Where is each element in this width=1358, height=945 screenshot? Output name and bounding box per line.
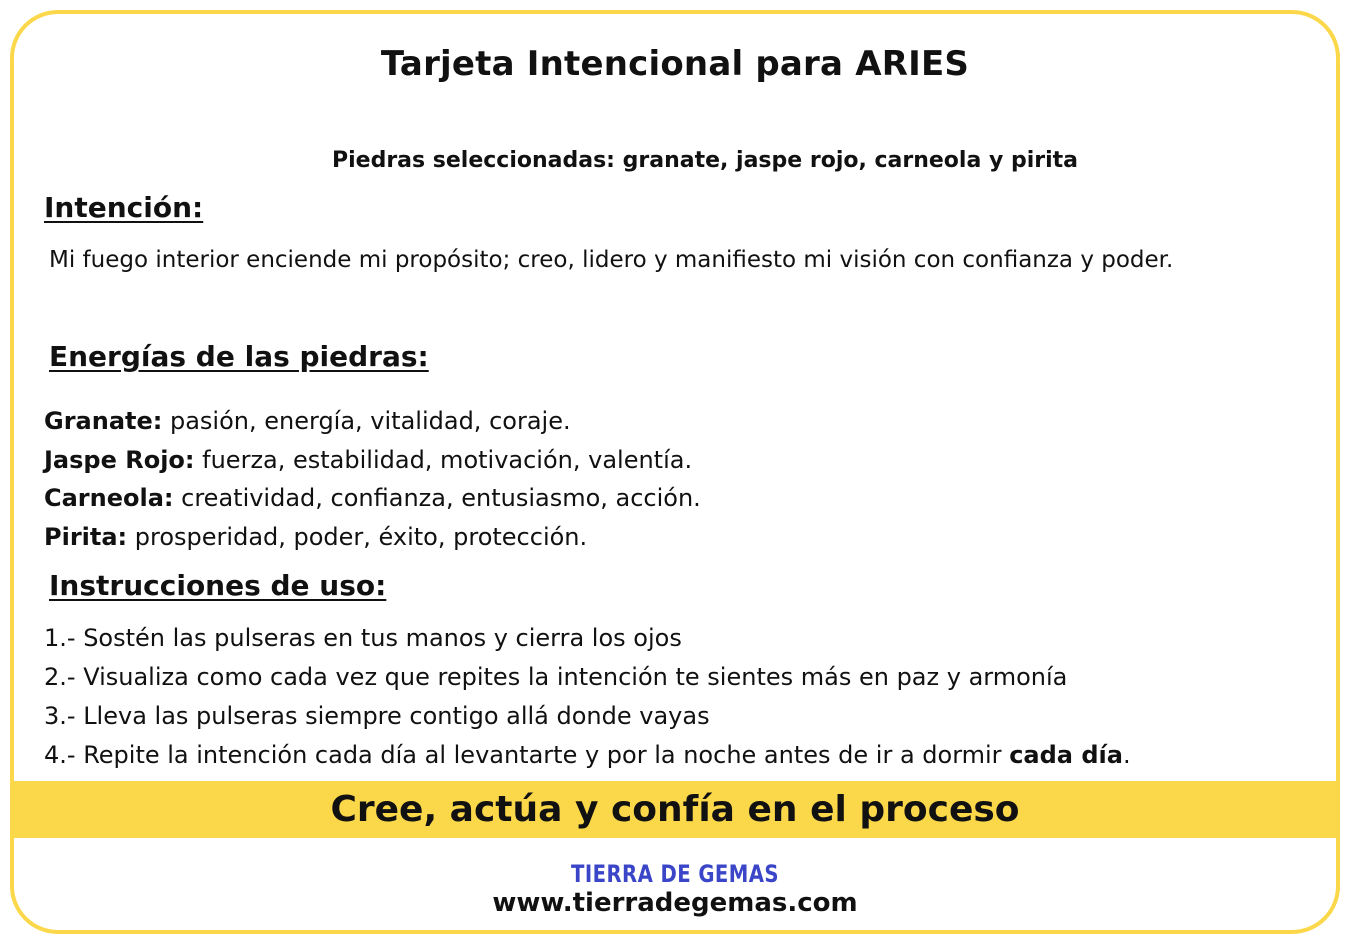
energies-heading: Energías de las piedras: xyxy=(49,340,429,373)
instruction-item: 1.- Sostén las pulseras en tus manos y cierra los ojos xyxy=(44,624,682,652)
energy-name: Carneola: xyxy=(44,484,174,512)
intention-text: Mi fuego interior enciende mi propósito; creo, lidero y manifiesto mi visión con confianza y poder. xyxy=(49,247,1174,273)
energy-text: creatividad, confianza, entusiasmo, acción. xyxy=(173,484,701,512)
energy-text: prosperidad, poder, éxito, protección. xyxy=(127,522,588,551)
energy-name: Granate: xyxy=(44,407,163,435)
instruction-item: 3.- Lleva las pulseras siempre contigo allá donde vayas xyxy=(44,702,710,730)
stones-selected: Piedras seleccionadas: granate, jaspe rojo, carneola y pirita xyxy=(331,148,1079,173)
energy-item xyxy=(44,441,701,480)
energy-item xyxy=(44,518,701,557)
energy-item xyxy=(44,402,701,441)
energy-name: Pirita: xyxy=(44,522,128,551)
energy-name: Jaspe Rojo: xyxy=(44,445,195,474)
energies-list xyxy=(44,402,701,556)
intention-card xyxy=(10,10,1340,934)
instructions-heading: Instrucciones de uso: xyxy=(49,569,387,602)
website-url: www.tierradegemas.com xyxy=(492,888,858,918)
card-title: Tarjeta Intencional para ARIES xyxy=(380,44,970,84)
motto-banner: Cree, actúa y confía en el proceso xyxy=(14,781,1336,838)
instruction-item: 2.- Visualiza como cada vez que repites la intención te sientes más en paz y armonía xyxy=(44,663,1068,691)
energy-text: pasión, energía, vitalidad, coraje. xyxy=(162,407,571,435)
energy-text: fuerza, estabilidad, motivación, valentía. xyxy=(194,445,693,474)
instructions-list xyxy=(44,619,1131,775)
brand-logo: TIERRA DE GEMAS xyxy=(571,860,779,888)
instruction-item xyxy=(44,736,1131,775)
intention-heading: Intención: xyxy=(44,191,204,224)
instruction-text: 4.- Repite la intención cada día al levantarte y por la noche antes de ir a dormir xyxy=(44,741,1010,769)
instruction-bold: cada día xyxy=(1009,741,1123,769)
energy-item xyxy=(44,479,701,518)
instruction-end: . xyxy=(1122,741,1131,769)
